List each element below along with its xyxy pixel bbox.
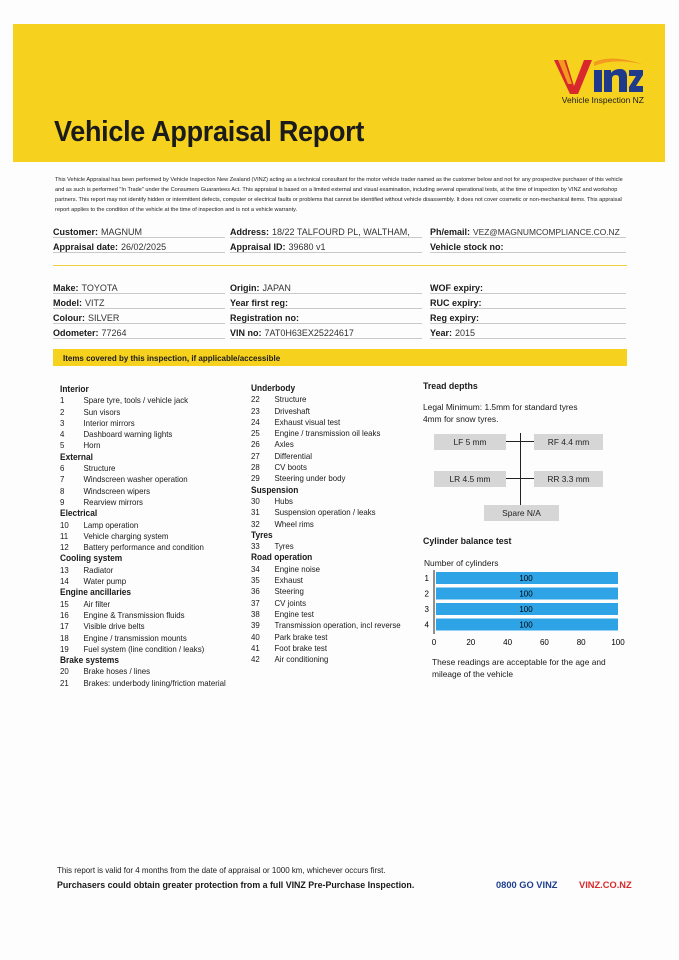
item-label: Engine & Transmission fluids xyxy=(83,609,185,620)
inspection-item xyxy=(251,586,411,597)
item-label: Exhaust xyxy=(274,575,303,586)
inspection-item xyxy=(251,473,411,484)
item-label: Vehicle charging system xyxy=(83,530,169,541)
item-number: 15 xyxy=(60,598,69,609)
item-number: 39 xyxy=(251,620,260,631)
item-label: Interior mirrors xyxy=(83,417,135,428)
x-tick-label: 0 xyxy=(431,638,437,647)
intro-disclaimer: This Vehicle Appraisal has been performed by Vehicle Inspection New Zealand (VINZ) acting as a technical consultant for the motor vehicle trader named as the customer below and not for any prospective purchaser of this vehicle and as such is performed "In Trade" under the Consumers Guarantees Act. This appraisal is based on a limited external and visual examination, including several operational tests, at the time of inspection by VINZ and workshop partners. This report may not identify hidden or intermittent defects, computer or electrical faults or problems that cannot be identified without vehicle disassembly. It does not cover cosmetic or non-mechanical items. This appraisal report applies to the condition of the vehicle at the time of inspection and is not a vehicle warranty. xyxy=(55,177,623,213)
item-number: 42 xyxy=(251,654,260,665)
item-label: Windscreen washer operation xyxy=(83,474,188,485)
inspection-item xyxy=(60,610,234,621)
item-label: CV joints xyxy=(274,597,307,608)
item-number: 10 xyxy=(60,519,69,530)
item-label: Differential xyxy=(274,450,312,461)
item-number: 18 xyxy=(60,632,69,643)
page-title: Vehicle Appraisal Report xyxy=(54,116,365,148)
inspection-item xyxy=(60,542,234,553)
validity-note: This report is valid for 4 months from the date of appraisal or 1000 km, whichever occurs first. xyxy=(57,865,386,875)
items-covered-title: Items covered by this inspection, if applicable/accessible xyxy=(63,353,281,363)
make-field: Make: TOYOTA xyxy=(53,283,118,293)
inspection-item xyxy=(251,462,411,473)
tread-lr: LR 4.5 mm xyxy=(434,471,506,487)
item-number: 7 xyxy=(60,474,65,485)
protection-note: Purchasers could obtain greater protection from a full VINZ Pre-Purchase Inspection. xyxy=(57,880,415,890)
item-number: 38 xyxy=(251,608,260,619)
x-tick-label: 40 xyxy=(503,638,513,647)
item-label: Brake hoses / lines xyxy=(83,666,151,677)
item-number: 21 xyxy=(60,677,69,688)
item-label: Structure xyxy=(83,463,116,474)
item-label: Wheel rims xyxy=(274,518,314,529)
section-heading: Interior xyxy=(60,384,89,394)
inspection-item xyxy=(60,463,234,474)
cylinder-balance-chart xyxy=(418,568,638,658)
logo-tagline: Vehicle Inspection NZ xyxy=(561,95,644,105)
inspection-item xyxy=(251,564,411,575)
section-heading: Road operation xyxy=(251,552,313,563)
item-number: 28 xyxy=(251,462,260,473)
item-label: Dashboard warning lights xyxy=(83,429,173,440)
item-number: 25 xyxy=(251,428,260,439)
item-label: Tyres xyxy=(274,541,294,552)
inspection-item xyxy=(60,429,234,440)
inspection-item xyxy=(60,633,234,644)
inspection-item xyxy=(251,541,411,552)
item-label: Spare tyre, tools / vehicle jack xyxy=(83,395,189,406)
item-label: Axles xyxy=(274,439,294,450)
tread-rf: RF 4.4 mm xyxy=(534,434,603,450)
item-number: 6 xyxy=(60,463,65,474)
category-label: 4 xyxy=(424,620,429,630)
inspection-item xyxy=(251,406,411,417)
item-label: Hubs xyxy=(274,495,293,506)
item-label: Structure xyxy=(274,394,307,405)
inspection-item xyxy=(251,439,411,450)
x-tick-label: 60 xyxy=(539,638,549,647)
section-heading: Tyres xyxy=(251,529,273,540)
bar-value-label: 100 xyxy=(519,589,533,599)
item-number: 30 xyxy=(251,495,260,506)
odometer-field: Odometer: 77264 xyxy=(53,328,127,338)
inspection-item xyxy=(60,666,234,677)
item-label: Park brake test xyxy=(274,631,328,642)
vin-field: VIN no: 7AT0H63EX25224617 xyxy=(230,328,354,338)
inspection-item xyxy=(251,654,411,665)
inspection-item xyxy=(60,599,234,610)
inspection-item xyxy=(251,417,411,428)
inspection-item xyxy=(60,644,234,655)
inspection-item xyxy=(60,565,234,576)
item-label: Lamp operation xyxy=(83,519,139,530)
item-number: 40 xyxy=(251,631,260,642)
year-field: Year: 2015 xyxy=(430,328,476,338)
item-label: Air filter xyxy=(83,598,111,609)
inspection-item xyxy=(60,407,234,418)
inspection-item xyxy=(251,451,411,462)
appraisal-date-field: Appraisal date: 26/02/2025 xyxy=(53,242,167,252)
ph-email-field: Ph/email: VEZ@MAGNUMCOMPLIANCE.CO.NZ xyxy=(430,227,620,237)
item-number: 14 xyxy=(60,576,69,587)
inspection-item xyxy=(251,507,411,518)
inspection-item xyxy=(60,497,234,508)
year-first-reg-field: Year first reg: xyxy=(230,298,289,308)
item-label: Visible drive belts xyxy=(83,621,145,632)
cylinder-balance-heading: Cylinder balance test xyxy=(423,536,512,546)
bar-value-label: 100 xyxy=(519,605,533,614)
inspection-item xyxy=(60,440,234,451)
item-label: Engine / transmission mounts xyxy=(83,632,187,643)
vinz-logo xyxy=(549,56,644,112)
inspection-item xyxy=(251,598,411,609)
item-number: 11 xyxy=(60,530,69,541)
origin-field: Origin: JAPAN xyxy=(230,283,291,293)
section-heading: Cooling system xyxy=(60,553,123,564)
inspection-item xyxy=(60,531,234,542)
item-number: 16 xyxy=(60,609,69,620)
inspection-item xyxy=(60,520,234,531)
section-heading: Electrical xyxy=(60,508,98,519)
item-number: 19 xyxy=(60,643,69,654)
item-label: CV boots xyxy=(274,462,307,473)
item-label: Windscreen wipers xyxy=(83,485,151,496)
item-number: 4 xyxy=(60,429,65,440)
inspection-item xyxy=(251,519,411,530)
item-number: 22 xyxy=(251,394,260,405)
item-number: 29 xyxy=(251,473,260,484)
item-label: Battery performance and condition xyxy=(83,542,204,553)
inspection-item xyxy=(60,474,234,485)
item-label: Fuel system (line condition / leaks) xyxy=(83,643,205,654)
category-label: 3 xyxy=(424,605,429,614)
items-column-1 xyxy=(60,384,245,689)
bar-value-label: 100 xyxy=(519,620,533,630)
cylinder-count-label: Number of cylinders xyxy=(424,558,499,568)
item-number: 9 xyxy=(60,496,65,507)
inspection-item xyxy=(60,678,234,689)
item-label: Engine / transmission oil leaks xyxy=(274,428,381,439)
bar-value-label: 100 xyxy=(519,574,533,583)
item-number: 20 xyxy=(60,666,69,677)
ruc-expiry-field: RUC expiry: xyxy=(430,298,482,308)
item-number: 17 xyxy=(60,621,69,632)
inspection-item xyxy=(60,418,234,429)
section-heading: Engine ancillaries xyxy=(60,587,132,598)
item-label: Steering xyxy=(274,586,304,597)
inspection-item xyxy=(60,576,234,587)
section-heading: External xyxy=(60,451,93,462)
tread-legal-minimum: Legal Minimum: 1.5mm for standard tyres 4mm for snow tyres. xyxy=(423,402,578,424)
inspection-item xyxy=(251,575,411,586)
item-label: Radiator xyxy=(83,564,114,575)
item-number: 37 xyxy=(251,597,260,608)
registration-field: Registration no: xyxy=(230,313,299,323)
item-number: 36 xyxy=(251,586,260,597)
x-tick-label: 80 xyxy=(576,638,586,647)
item-label: Brakes: underbody lining/friction material xyxy=(83,677,226,688)
vehicle-stock-field: Vehicle stock no: xyxy=(430,242,504,252)
inspection-item xyxy=(60,395,234,406)
inspection-item xyxy=(60,621,234,632)
item-number: 1 xyxy=(60,395,65,406)
item-label: Sun visors xyxy=(83,406,121,417)
item-number: 23 xyxy=(251,405,260,416)
website-link[interactable]: VINZ.CO.NZ xyxy=(579,880,632,890)
items-column-2 xyxy=(251,383,421,665)
item-number: 32 xyxy=(251,518,260,529)
item-label: Exhaust visual test xyxy=(274,416,341,427)
x-tick-label: 20 xyxy=(466,638,476,647)
tread-rr: RR 3.3 mm xyxy=(534,471,603,487)
inspection-item xyxy=(251,394,411,405)
item-label: Engine test xyxy=(274,608,314,619)
item-number: 3 xyxy=(60,417,65,428)
colour-field: Colour: SILVER xyxy=(53,313,120,323)
item-number: 26 xyxy=(251,439,260,450)
category-label: 2 xyxy=(424,589,429,599)
vinz-logo-icon xyxy=(552,56,644,96)
model-field: Model: VITZ xyxy=(53,298,105,308)
tread-lf: LF 5 mm xyxy=(434,434,506,450)
item-label: Suspension operation / leaks xyxy=(274,507,376,518)
item-number: 31 xyxy=(251,507,260,518)
address-field: Address: 18/22 TALFOURD PL, WALTHAM, xyxy=(230,227,410,237)
tread-depths-heading: Tread depths xyxy=(423,381,478,391)
inspection-item xyxy=(251,609,411,620)
wof-expiry-field: WOF expiry: xyxy=(430,283,484,293)
inspection-item xyxy=(251,632,411,643)
phone-number: 0800 GO VINZ xyxy=(496,880,558,890)
item-number: 27 xyxy=(251,450,260,461)
items-covered-bar xyxy=(53,349,627,366)
cylinder-note: These readings are acceptable for the age and mileage of the vehicle xyxy=(432,657,606,679)
tread-spare: Spare N/A xyxy=(484,505,559,521)
item-label: Transmission operation, incl reverse xyxy=(274,620,401,631)
section-heading: Brake systems xyxy=(60,655,120,666)
item-label: Steering under body xyxy=(274,473,346,484)
appraisal-id-field: Appraisal ID: 39680 v1 xyxy=(230,242,326,252)
item-label: Engine noise xyxy=(274,563,321,574)
item-label: Horn xyxy=(83,440,101,451)
inspection-item xyxy=(251,428,411,439)
item-number: 5 xyxy=(60,440,65,451)
section-heading: Underbody xyxy=(251,383,296,393)
inspection-item xyxy=(251,496,411,507)
category-label: 1 xyxy=(424,574,429,583)
reg-expiry-field: Reg expiry: xyxy=(430,313,480,323)
item-label: Foot brake test xyxy=(274,642,328,653)
x-tick-label: 100 xyxy=(611,638,625,647)
item-number: 34 xyxy=(251,563,260,574)
item-label: Rearview mirrors xyxy=(83,496,143,507)
inspection-item xyxy=(251,643,411,654)
item-label: Air conditioning xyxy=(274,654,329,665)
item-number: 41 xyxy=(251,642,260,653)
item-number: 12 xyxy=(60,542,69,553)
item-label: Driveshaft xyxy=(274,405,310,416)
inspection-item xyxy=(251,620,411,631)
item-label: Water pump xyxy=(83,576,127,587)
item-number: 35 xyxy=(251,575,260,586)
inspection-item xyxy=(60,486,234,497)
divider xyxy=(53,265,627,266)
item-number: 13 xyxy=(60,564,69,575)
item-number: 8 xyxy=(60,485,65,496)
item-number: 24 xyxy=(251,416,260,427)
customer-field: Customer: MAGNUM xyxy=(53,227,143,237)
item-number: 2 xyxy=(60,406,65,417)
item-number: 33 xyxy=(251,541,260,552)
section-heading: Suspension xyxy=(251,484,299,495)
